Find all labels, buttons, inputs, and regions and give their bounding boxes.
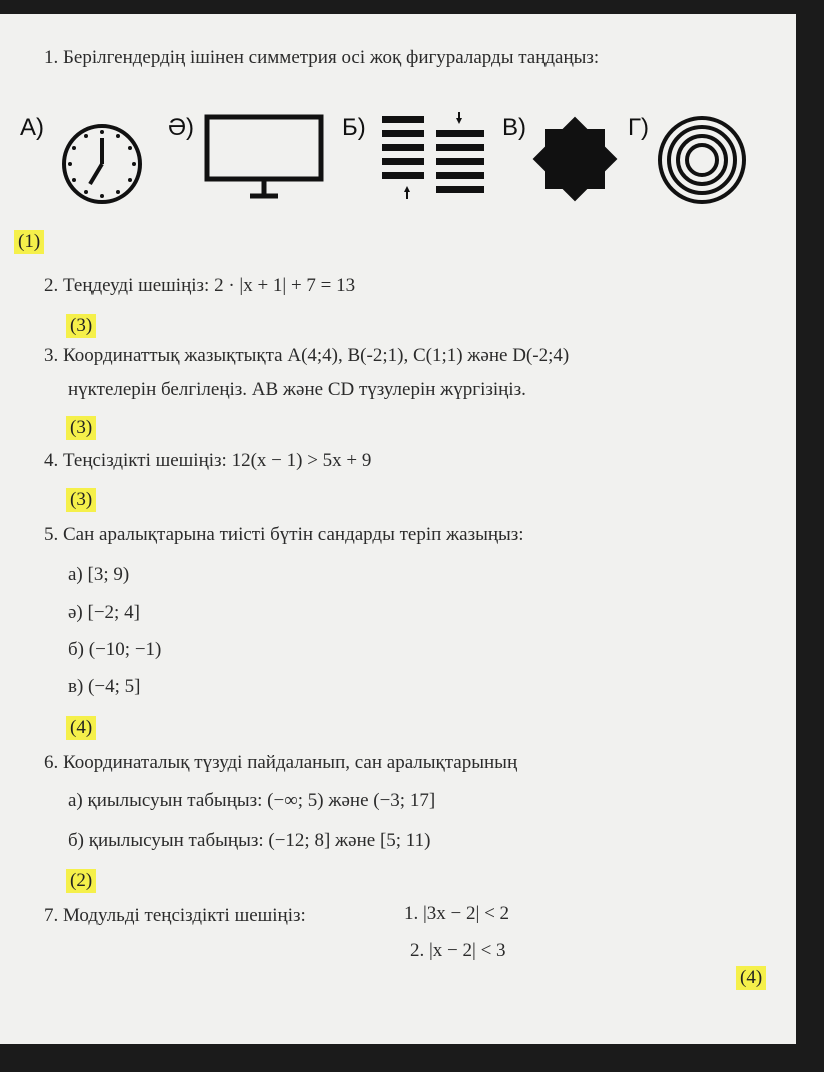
- monitor-icon: [204, 114, 326, 204]
- q5-points-badge: (4): [66, 716, 96, 740]
- stripes-arrows-icon: [378, 110, 490, 208]
- q7-points-badge: (4): [736, 966, 766, 990]
- q6-item-b: б) қиылысуын табыңыз: (−12; 8] және [5; 11): [68, 830, 431, 851]
- option-b-label: Б): [342, 114, 366, 141]
- q4-text: 4. Теңсіздікті шешіңіз: 12(x − 1) > 5x + 9: [44, 450, 372, 471]
- q7-text: 7. Модульді теңсіздікті шешіңіз:: [44, 905, 306, 926]
- q5-text: 5. Сан аралықтарына тиісті бүтін сандарды теріп жазыңыз:: [44, 524, 524, 545]
- option-a-label: А): [20, 114, 44, 141]
- q2-text: 2. Теңдеуді шешіңіз: 2 · |x + 1| + 7 = 13: [44, 275, 356, 296]
- q3-line1: 3. Координаттық жазықтықта A(4;4), B(-2;1), C(1;1) және D(-2;4): [44, 345, 570, 366]
- q5-item-v: в) (−4; 5]: [68, 676, 141, 697]
- q7-item-2: 2. |x − 2| < 3: [410, 940, 506, 961]
- q6-points-badge: (2): [66, 869, 96, 893]
- q6-text: 6. Координаталық түзуді пайдаланып, сан аралықтарының: [44, 752, 518, 773]
- concentric-circles-icon: [652, 114, 752, 206]
- q1-points-badge: (1): [14, 230, 44, 254]
- q5-item-b: б) (−10; −1): [68, 639, 162, 660]
- option-ae-label: Ә): [168, 114, 195, 141]
- q2-points-badge: (3): [66, 314, 96, 338]
- q1-text: 1. Берілгендердің ішінен симметрия осі жоқ фигураларды таңдаңыз:: [44, 47, 600, 68]
- q5-item-a: а) [3; 9): [68, 564, 130, 585]
- option-v-label: В): [502, 114, 526, 141]
- option-g-label: Г): [628, 114, 649, 141]
- q3-line2: нүктелерін белгілеңіз. AB және CD түзулерін жүргізіңіз.: [68, 379, 526, 400]
- document-page: [0, 14, 796, 1044]
- q4-points-badge: (3): [66, 488, 96, 512]
- clock-icon: [52, 120, 152, 208]
- q6-item-a: а) қиылысуын табыңыз: (−∞; 5) және (−3; 17]: [68, 790, 436, 811]
- q5-item-ae: ә) [−2; 4]: [68, 602, 140, 623]
- eight-point-star-icon: [532, 116, 618, 202]
- q3-points-badge: (3): [66, 416, 96, 440]
- q7-item-1: 1. |3x − 2| < 2: [404, 903, 510, 924]
